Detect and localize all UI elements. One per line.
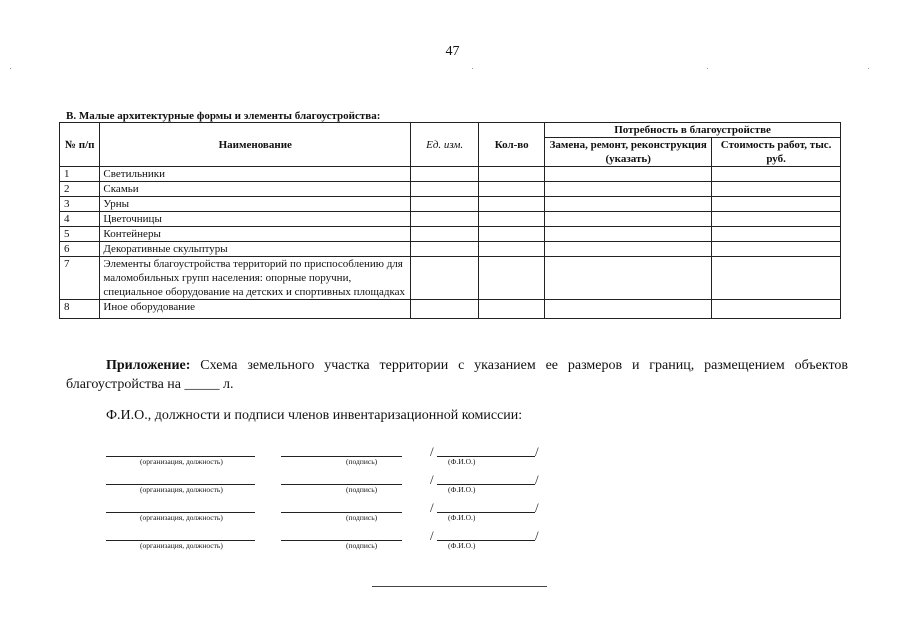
row-number: 4 <box>60 212 100 227</box>
fio-slash-right: / <box>535 444 539 459</box>
row-unit-cell <box>411 242 479 257</box>
row-cost-cell <box>712 300 841 319</box>
table-row <box>60 182 841 197</box>
caption-sign: (подпись) <box>346 513 378 522</box>
table-row <box>60 197 841 212</box>
header-name: Наименование <box>100 123 411 167</box>
org-position-line <box>106 472 255 485</box>
caption-org: (организация, должность) <box>140 457 223 466</box>
table-row <box>60 167 841 182</box>
row-cost-cell <box>712 242 841 257</box>
table-row <box>60 242 841 257</box>
row-name: Урны <box>100 197 411 212</box>
signature-line <box>281 528 402 541</box>
row-name: Иное оборудование <box>100 300 411 319</box>
scan-speck <box>707 68 708 69</box>
caption-org: (организация, должность) <box>140 541 223 550</box>
scan-speck <box>472 68 473 69</box>
row-replacement-cell <box>545 242 712 257</box>
row-name: Скамьи <box>100 182 411 197</box>
row-unit-cell <box>411 227 479 242</box>
org-position-line <box>106 528 255 541</box>
table-row <box>60 212 841 227</box>
row-unit-cell <box>411 212 479 227</box>
caption-org: (организация, должность) <box>140 513 223 522</box>
caption-fio: (Ф.И.О.) <box>448 513 476 522</box>
signature-row <box>0 500 905 526</box>
fio-slash-left: / <box>430 472 434 487</box>
header-unit: Ед. изм. <box>411 123 479 167</box>
header-num: № п/п <box>60 123 100 167</box>
row-replacement-cell <box>545 227 712 242</box>
fio-slash-left: / <box>430 444 434 459</box>
row-number: 8 <box>60 300 100 319</box>
commission-heading: Ф.И.О., должности и подписи членов инвентаризационной комиссии: <box>106 408 523 423</box>
scan-speck <box>868 68 869 69</box>
table-row <box>60 257 841 300</box>
caption-org: (организация, должность) <box>140 485 223 494</box>
row-name: Контейнеры <box>100 227 411 242</box>
row-replacement-cell <box>545 167 712 182</box>
fio-line <box>437 528 535 541</box>
inventory-table <box>59 122 841 319</box>
signature-line <box>281 500 402 513</box>
org-position-line <box>106 444 255 457</box>
fio-slash-right: / <box>535 528 539 543</box>
row-cost-cell <box>712 257 841 300</box>
row-replacement-cell <box>545 197 712 212</box>
caption-fio: (Ф.И.О.) <box>448 457 476 466</box>
page-number: 47 <box>445 44 460 59</box>
fio-slash-right: / <box>535 472 539 487</box>
row-number: 7 <box>60 257 100 300</box>
row-number: 3 <box>60 197 100 212</box>
fio-slash-left: / <box>430 528 434 543</box>
signature-line <box>281 444 402 457</box>
row-cost-cell <box>712 227 841 242</box>
row-replacement-cell <box>545 257 712 300</box>
row-name: Цветочницы <box>100 212 411 227</box>
row-unit-cell <box>411 182 479 197</box>
row-number: 5 <box>60 227 100 242</box>
row-number: 6 <box>60 242 100 257</box>
row-qty-cell <box>479 257 545 300</box>
fio-slash-left: / <box>430 500 434 515</box>
section-title: В. Малые архитектурные формы и элементы благоустройства: <box>66 110 381 122</box>
caption-fio: (Ф.И.О.) <box>448 485 476 494</box>
row-replacement-cell <box>545 182 712 197</box>
row-replacement-cell <box>545 300 712 319</box>
row-replacement-cell <box>545 212 712 227</box>
row-cost-cell <box>712 167 841 182</box>
row-unit-cell <box>411 257 479 300</box>
row-cost-cell <box>712 212 841 227</box>
appendix-text: Схема земельного участка территории с указанием ее размеров и границ, размещением объектов благоустройства на _____ л. <box>66 358 848 392</box>
fio-line <box>437 472 535 485</box>
caption-sign: (подпись) <box>346 485 378 494</box>
row-number: 2 <box>60 182 100 197</box>
row-qty-cell <box>479 197 545 212</box>
row-unit-cell <box>411 300 479 319</box>
row-number: 1 <box>60 167 100 182</box>
caption-sign: (подпись) <box>346 457 378 466</box>
row-qty-cell <box>479 167 545 182</box>
row-qty-cell <box>479 212 545 227</box>
row-cost-cell <box>712 197 841 212</box>
signature-row <box>0 528 905 554</box>
header-need: Потребность в благоустройстве <box>545 123 841 138</box>
row-qty-cell <box>479 242 545 257</box>
row-name: Декоративные скульптуры <box>100 242 411 257</box>
appendix-lead: Приложение: <box>106 358 191 373</box>
table-row <box>60 300 841 319</box>
org-position-line <box>106 500 255 513</box>
row-name: Элементы благоустройства территорий по приспособлению для маломобильных групп населения: опорные поручни, специальное оборудование на детских и спортивных площадках <box>100 257 411 300</box>
header-cost: Стоимость работ, тыс. руб. <box>712 138 841 167</box>
fio-slash-right: / <box>535 500 539 515</box>
header-qty: Кол-во <box>479 123 545 167</box>
signature-row <box>0 444 905 470</box>
fio-line <box>437 500 535 513</box>
footer-rule <box>372 586 547 587</box>
fio-line <box>437 444 535 457</box>
table-row <box>60 227 841 242</box>
scan-speck <box>10 68 11 69</box>
header-replacement: Замена, ремонт, реконструкция (указать) <box>545 138 712 167</box>
signature-line <box>281 472 402 485</box>
row-qty-cell <box>479 227 545 242</box>
row-qty-cell <box>479 182 545 197</box>
row-qty-cell <box>479 300 545 319</box>
caption-fio: (Ф.И.О.) <box>448 541 476 550</box>
appendix-paragraph <box>66 356 848 394</box>
caption-sign: (подпись) <box>346 541 378 550</box>
row-unit-cell <box>411 197 479 212</box>
row-name: Светильники <box>100 167 411 182</box>
signature-row <box>0 472 905 498</box>
row-unit-cell <box>411 167 479 182</box>
row-cost-cell <box>712 182 841 197</box>
